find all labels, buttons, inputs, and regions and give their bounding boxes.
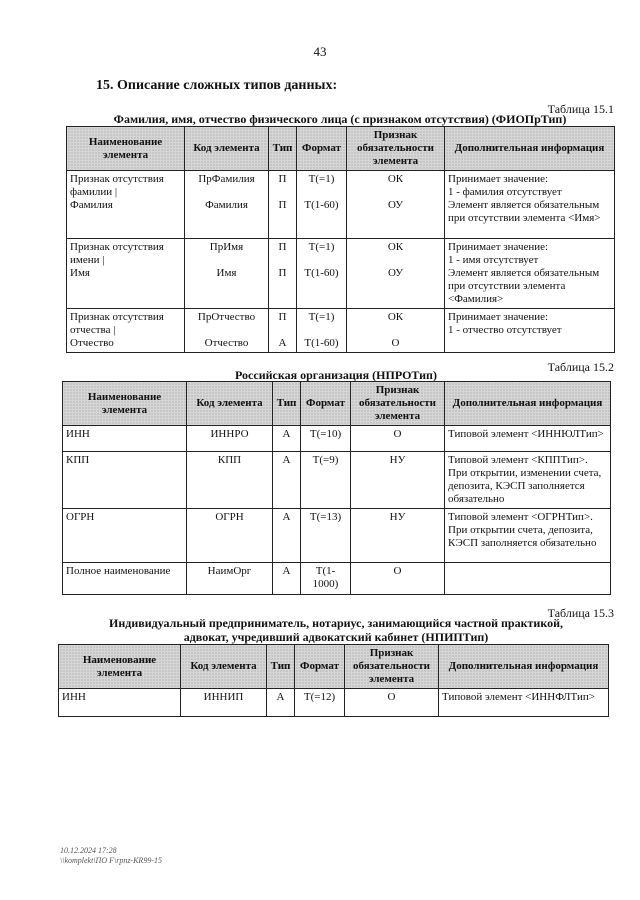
column-header: Формат <box>295 645 345 689</box>
cell-code: КПП <box>187 452 273 509</box>
cell-type: П А <box>269 309 297 353</box>
cell-name: ИНН <box>59 689 181 717</box>
cell-required: ОК О <box>347 309 445 353</box>
cell-info: Типовой элемент <ОГРНТип>. При открытии счета, депозита, КЭСП заполняется обязательно <box>445 509 611 563</box>
column-header: Тип <box>269 127 297 171</box>
column-header: Тип <box>273 382 301 426</box>
column-header: Тип <box>267 645 295 689</box>
footer-timestamp: 10.12.2024 17:28 <box>60 846 117 855</box>
column-header: Дополнительная информация <box>445 127 615 171</box>
table-row <box>63 452 611 509</box>
cell-info: Принимает значение: 1 - имя отсутствует Элемент является обязательным при отсутствии элемента <Фамилия> <box>445 239 615 309</box>
column-header: Наименование элемента <box>63 382 187 426</box>
cell-code: ПрИмя Имя <box>185 239 269 309</box>
table-label: Таблица 15.1 <box>547 102 614 116</box>
cell-required: ОК ОУ <box>347 239 445 309</box>
cell-format: T(=9) <box>301 452 351 509</box>
cell-format: T(=13) <box>301 509 351 563</box>
cell-type: А <box>273 426 301 452</box>
table-fio <box>66 126 615 353</box>
column-header: Формат <box>297 127 347 171</box>
cell-code: ИННИП <box>181 689 267 717</box>
table-label: Таблица 15.3 <box>547 606 614 620</box>
cell-name: Признак отсутствия отчества | Отчество <box>67 309 185 353</box>
cell-format: T(=12) <box>295 689 345 717</box>
cell-info: Типовой элемент <ИННФЛТип> <box>439 689 609 717</box>
column-header: Формат <box>301 382 351 426</box>
cell-name: Полное наименование <box>63 563 187 595</box>
column-header: Дополнительная информация <box>445 382 611 426</box>
table-caption: Российская организация (НПРОТип) <box>235 368 437 382</box>
column-header: Код элемента <box>181 645 267 689</box>
table-header-row <box>59 645 609 689</box>
table-row <box>67 309 615 353</box>
cell-required: О <box>351 426 445 452</box>
cell-info: Типовой элемент <ИННЮЛТип> <box>445 426 611 452</box>
cell-required: НУ <box>351 509 445 563</box>
table-npip <box>58 644 609 717</box>
cell-type: П П <box>269 171 297 239</box>
cell-type: П П <box>269 239 297 309</box>
cell-name: КПП <box>63 452 187 509</box>
table-caption: Фамилия, имя, отчество физического лица (с признаком отсутствия) (ФИОПрТип) <box>113 112 567 126</box>
column-header: Признак обязательности элемента <box>347 127 445 171</box>
footer-path: \\komplekt\ПО F\rpnz-KR99-15 <box>60 856 162 865</box>
cell-type: А <box>267 689 295 717</box>
section-title: 15. Описание сложных типов данных: <box>96 78 338 93</box>
column-header: Код элемента <box>187 382 273 426</box>
column-header: Наименование элемента <box>59 645 181 689</box>
print-footer <box>60 846 162 866</box>
cell-required: О <box>345 689 439 717</box>
cell-required: О <box>351 563 445 595</box>
cell-type: А <box>273 452 301 509</box>
cell-info: Принимает значение: 1 - отчество отсутствует <box>445 309 615 353</box>
cell-required: ОК ОУ <box>347 171 445 239</box>
cell-info: Типовой элемент <КППТип>. При открытии, изменении счета, депозита, КЭСП заполняется обязательно <box>445 452 611 509</box>
cell-name: Признак отсутствия имени | Имя <box>67 239 185 309</box>
table-header-row <box>67 127 615 171</box>
table-row <box>63 563 611 595</box>
table-row <box>59 689 609 717</box>
column-header: Код элемента <box>185 127 269 171</box>
cell-code: ПрФамилия Фамилия <box>185 171 269 239</box>
cell-code: НаимОрг <box>187 563 273 595</box>
table-npro <box>62 381 611 595</box>
column-header: Наименование элемента <box>67 127 185 171</box>
table-row <box>63 509 611 563</box>
table-row <box>67 239 615 309</box>
cell-name: ИНН <box>63 426 187 452</box>
cell-format: T(=1) T(1-60) <box>297 309 347 353</box>
cell-name: Признак отсутствия фамилии | Фамилия <box>67 171 185 239</box>
cell-info <box>445 563 611 595</box>
table-header-row <box>63 382 611 426</box>
table-caption: Индивидуальный предприниматель, нотариус, занимающийся частной практикой, адвокат, учредивший адвокатский кабинет (НПИПТип) <box>109 616 563 644</box>
column-header: Признак обязательности элемента <box>351 382 445 426</box>
cell-format: T(=10) <box>301 426 351 452</box>
cell-code: ИННРО <box>187 426 273 452</box>
table-label: Таблица 15.2 <box>547 360 614 374</box>
cell-code: ПрОтчество Отчество <box>185 309 269 353</box>
cell-required: НУ <box>351 452 445 509</box>
cell-format: T(1-1000) <box>301 563 351 595</box>
cell-format: T(=1) T(1-60) <box>297 239 347 309</box>
cell-name: ОГРН <box>63 509 187 563</box>
column-header: Дополнительная информация <box>439 645 609 689</box>
cell-type: А <box>273 563 301 595</box>
cell-format: T(=1) T(1-60) <box>297 171 347 239</box>
cell-type: А <box>273 509 301 563</box>
table-row <box>63 426 611 452</box>
table-row <box>67 171 615 239</box>
page-number: 43 <box>313 44 327 59</box>
cell-code: ОГРН <box>187 509 273 563</box>
cell-info: Принимает значение: 1 - фамилия отсутствует Элемент является обязательным при отсутствии элемента <Имя> <box>445 171 615 239</box>
column-header: Признак обязательности элемента <box>345 645 439 689</box>
